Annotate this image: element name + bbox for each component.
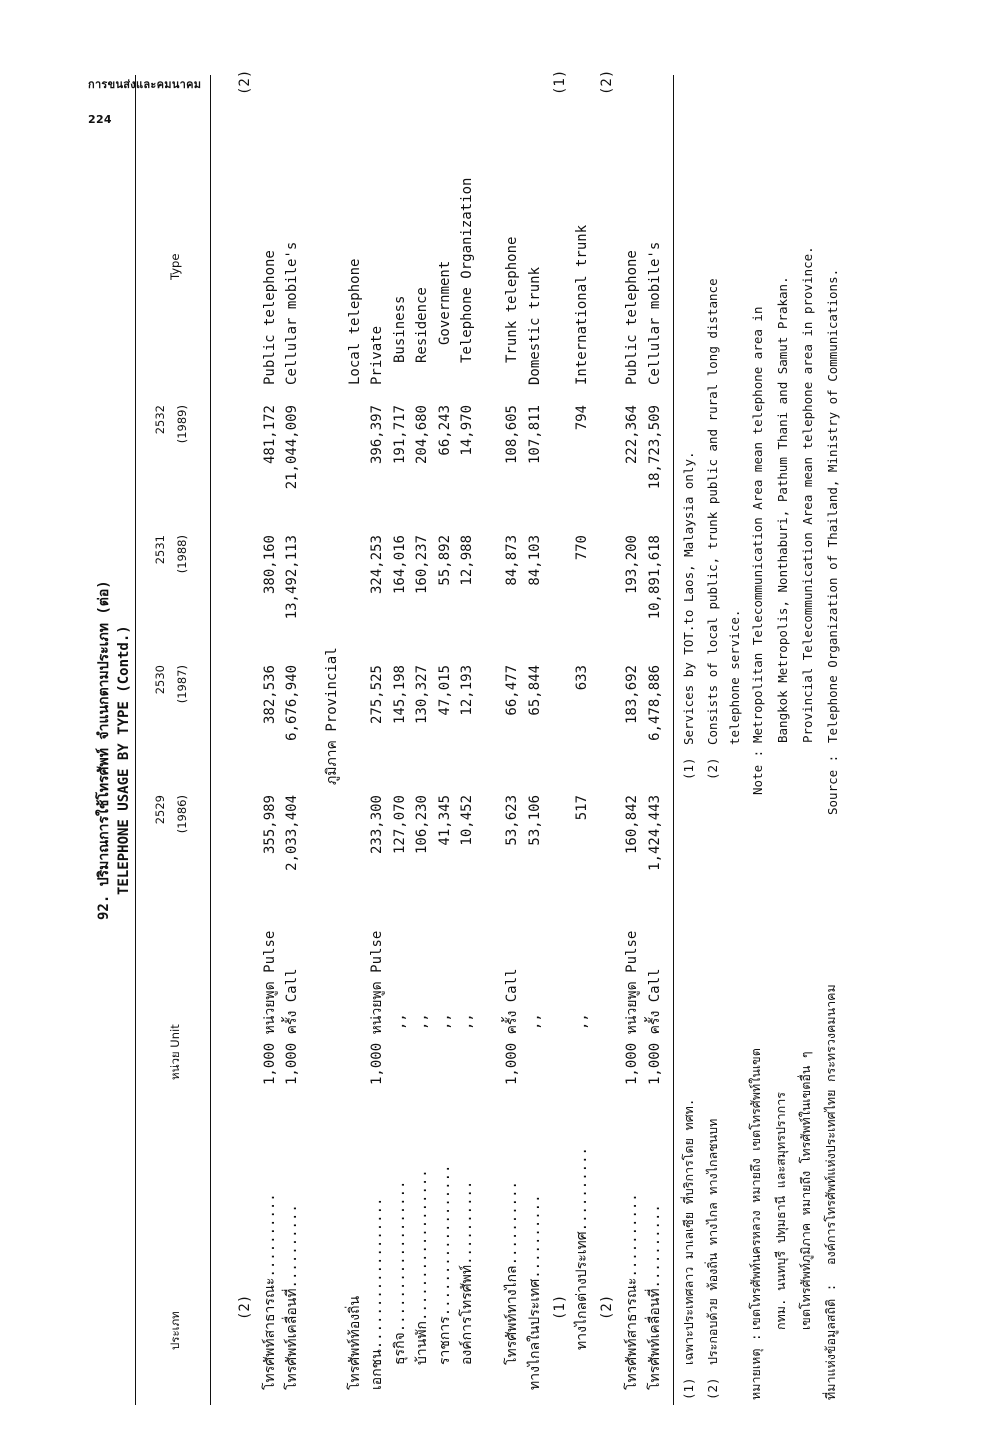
cell-unit: 1,000 ครั้ง Call <box>284 968 300 1085</box>
cell-type-th: (2) <box>237 1294 253 1320</box>
cell-1986: 1,424,443 <box>647 795 663 871</box>
note-en-label: Note : <box>750 749 765 795</box>
table-title-th: 92. ปริมาณการใช้โทรศัพท์ จำแนกตามประเภท (ต่อ) <box>96 580 112 920</box>
cell-unit: ,, <box>574 1013 590 1030</box>
cell-1987: 47,015 <box>437 665 453 716</box>
note-en-1-line: Metropolitan Telecommunication Area mean telephone area in <box>750 306 765 743</box>
cell-type-th: ทางไกลในประเทศ.......... <box>527 1194 543 1390</box>
cell-type-th: โทรศัพท์เคลื่อนที่.......... <box>284 1204 300 1390</box>
cell-1988: 193,200 <box>624 535 640 595</box>
col-header-2529: 2529 <box>153 795 167 825</box>
cell-type-en: Public telephone <box>262 250 278 385</box>
table-header-rule <box>210 75 211 1405</box>
cell-unit: 1,000 หน่วยพูด Pulse <box>262 930 278 1085</box>
cell-1989: 222,364 <box>624 405 640 465</box>
note-en-2-label: (2) <box>705 757 720 780</box>
col-header-type-en: Type <box>168 253 182 280</box>
cell-1986: 355,989 <box>262 795 278 855</box>
col-header-2530: 2530 <box>153 665 167 695</box>
cell-1989: 107,811 <box>527 405 543 465</box>
cell-type-en: Telephone Organization <box>459 177 475 363</box>
cell-1988: 324,253 <box>369 535 385 595</box>
cell-type-en: Public telephone <box>624 250 640 385</box>
cell-type-th: โทรศัพท์ท้องถิ่น <box>347 1295 363 1390</box>
cell-type-en: Domestic trunk <box>527 266 543 385</box>
cell-unit: ,, <box>414 1013 430 1030</box>
cell-1987: 145,198 <box>392 665 408 725</box>
cell-unit: 1,000 หน่วยพูด Pulse <box>624 930 640 1085</box>
cell-1989: 21,044,009 <box>284 405 300 490</box>
cell-type-en: (1) <box>552 69 568 95</box>
cell-type-en: Residence <box>414 287 430 363</box>
cell-type-th: (1) <box>552 1294 568 1320</box>
cell-type-en: (2) <box>599 69 615 95</box>
cell-1989: 204,680 <box>414 405 430 465</box>
cell-1987: 6,676,940 <box>284 665 300 741</box>
cell-1987: 183,692 <box>624 665 640 725</box>
source-th-label: ที่มาแห่งข้อมูลสถิติ : <box>823 1283 838 1400</box>
cell-1986: 517 <box>574 795 590 821</box>
table-top-rule <box>135 75 136 1405</box>
cell-1987: 66,477 <box>504 665 520 716</box>
cell-1987: 65,844 <box>527 665 543 716</box>
cell-1988: 84,103 <box>527 535 543 586</box>
note-th-1: เฉพาะประเทศลาว มาเลเซีย ที่บริการโดย ทศท. <box>681 1098 696 1365</box>
cell-1988: 12,988 <box>459 535 475 586</box>
cell-1989: 66,243 <box>437 405 453 456</box>
col-header-2531: 2531 <box>153 535 167 565</box>
note-en-1-label: (1) <box>681 757 696 780</box>
cell-1988: 13,492,113 <box>284 535 300 620</box>
cell-1987: ภูมิภาค Provincial <box>324 647 340 785</box>
cell-1989: 108,605 <box>504 405 520 465</box>
note-en-3-line: Provincial Telecommunication Area mean telephone area in province. <box>800 246 815 743</box>
cell-unit: ,, <box>392 1013 408 1030</box>
cell-1988: 84,873 <box>504 535 520 586</box>
cell-unit: 1,000 หน่วยพูด Pulse <box>369 930 385 1085</box>
col-header-type-th: ประเภท <box>168 1311 182 1350</box>
cell-type-th: โทรศัพท์เคลื่อนที่.......... <box>647 1204 663 1390</box>
note-th-2-label: (2) <box>705 1377 720 1400</box>
cell-type-en: Cellular mobile's <box>647 241 663 385</box>
cell-type-th: ทางไกลต่างประเทศ.......... <box>574 1147 590 1350</box>
col-header-1987: (1987) <box>175 665 189 704</box>
note-th-2: ประกอบด้วย ท้องถิ่น ทางไกล ทางไกลชนบท <box>705 1118 720 1365</box>
cell-type-th: (2) <box>599 1294 615 1320</box>
remark-th-1: เขตโทรศัพท์นครหลวง หมายถึง เขตโทรศัพท์ในเขต <box>748 1048 763 1330</box>
cell-type-en: Local telephone <box>347 258 363 385</box>
cell-type-en: (2) <box>237 69 253 95</box>
cell-1989: 396,397 <box>369 405 385 465</box>
cell-1988: 164,016 <box>392 535 408 595</box>
note-th-1-label: (1) <box>681 1377 696 1400</box>
table-title-en: TELEPHONE USAGE BY TYPE (Contd.) <box>116 625 132 895</box>
cell-1986: 127,070 <box>392 795 408 855</box>
cell-1986: 53,106 <box>527 795 543 846</box>
cell-unit: 1,000 ครั้ง Call <box>504 968 520 1085</box>
col-header-2532: 2532 <box>153 405 167 435</box>
source-th: องค์การโทรศัพท์แห่งประเทศไทย กระทรวงคมนาคม <box>823 984 838 1265</box>
cell-type-en: Trunk telephone <box>504 236 520 363</box>
note-en-2b: telephone service. <box>727 609 742 745</box>
cell-1987: 6,478,886 <box>647 665 663 741</box>
cell-1989: 481,172 <box>262 405 278 465</box>
remark-th-3: เขตโทรศัพท์ภูมิภาค หมายถึง โทรศัพท์ในเขตอื่น ๆ <box>798 1051 813 1330</box>
cell-1986: 41,345 <box>437 795 453 846</box>
cell-type-th: ราชการ.................. <box>437 1164 453 1365</box>
note-en-2: Consists of local public, trunk public and rural long distance <box>705 278 720 745</box>
table-bottom-rule <box>673 75 674 1405</box>
cell-type-th: โทรศัพท์สาธารณะ.......... <box>624 1193 640 1390</box>
cell-1987: 382,536 <box>262 665 278 725</box>
cell-type-th: ธุรกิจ.................. <box>392 1180 408 1365</box>
cell-type-en: Business <box>392 295 408 363</box>
cell-type-th: เอกชน.................. <box>369 1197 385 1390</box>
cell-1989: 794 <box>574 405 590 431</box>
cell-1986: 233,300 <box>369 795 385 855</box>
remark-th-2: กทม. นนทบุรี ปทุมธานี และสมุทรปราการ <box>773 1092 788 1330</box>
cell-1986: 2,033,404 <box>284 795 300 871</box>
cell-1988: 380,160 <box>262 535 278 595</box>
cell-1988: 770 <box>574 535 590 561</box>
cell-unit: ,, <box>527 1013 543 1030</box>
cell-1987: 275,525 <box>369 665 385 725</box>
source-en: Telephone Organization of Thailand, Ministry of Communications. <box>825 268 840 743</box>
cell-type-en: Private <box>369 325 385 385</box>
cell-1986: 106,230 <box>414 795 430 855</box>
cell-1987: 130,327 <box>414 665 430 725</box>
source-en-label: Source : <box>825 754 840 815</box>
cell-type-en: International trunk <box>574 224 590 385</box>
cell-1986: 53,623 <box>504 795 520 846</box>
cell-1988: 55,892 <box>437 535 453 586</box>
page-number: 224 <box>88 113 112 126</box>
col-header-unit: หน่วย Unit <box>168 1024 182 1080</box>
col-header-1989: (1989) <box>175 405 189 444</box>
rotated-table-page <box>95 69 925 1405</box>
cell-1989: 14,970 <box>459 405 475 456</box>
cell-1988: 10,891,618 <box>647 535 663 620</box>
note-en-1: Services by TOT.to Laos, Malaysia only. <box>681 451 696 745</box>
cell-unit: ,, <box>437 1013 453 1030</box>
cell-1986: 160,842 <box>624 795 640 855</box>
cell-1987: 12,193 <box>459 665 475 716</box>
cell-type-th: โทรศัพท์สาธารณะ.......... <box>262 1193 278 1390</box>
remark-th-label: หมายเหตุ : <box>748 1333 763 1400</box>
cell-1989: 18,723,509 <box>647 405 663 490</box>
cell-type-en: Government <box>437 260 453 345</box>
cell-unit: ,, <box>459 1013 475 1030</box>
cell-1987: 633 <box>574 665 590 691</box>
cell-1988: 160,237 <box>414 535 430 595</box>
col-header-1988: (1988) <box>175 535 189 574</box>
cell-1986: 10,452 <box>459 795 475 846</box>
cell-type-th: บ้านพัก.................. <box>414 1169 430 1365</box>
cell-type-th: องค์การโทรศัพท์.......... <box>459 1180 475 1365</box>
cell-type-en: Cellular mobile's <box>284 241 300 385</box>
cell-1989: 191,717 <box>392 405 408 465</box>
cell-unit: 1,000 ครั้ง Call <box>647 968 663 1085</box>
col-header-1986: (1986) <box>175 795 189 834</box>
running-header: การขนส่งและคมนาคม <box>88 78 202 91</box>
cell-type-th: โทรศัพท์ทางไกล.......... <box>504 1181 520 1365</box>
note-en-2-line: Bangkok Metropolis, Nonthaburi, Pathum Thani and Samut Prakan. <box>775 276 790 743</box>
